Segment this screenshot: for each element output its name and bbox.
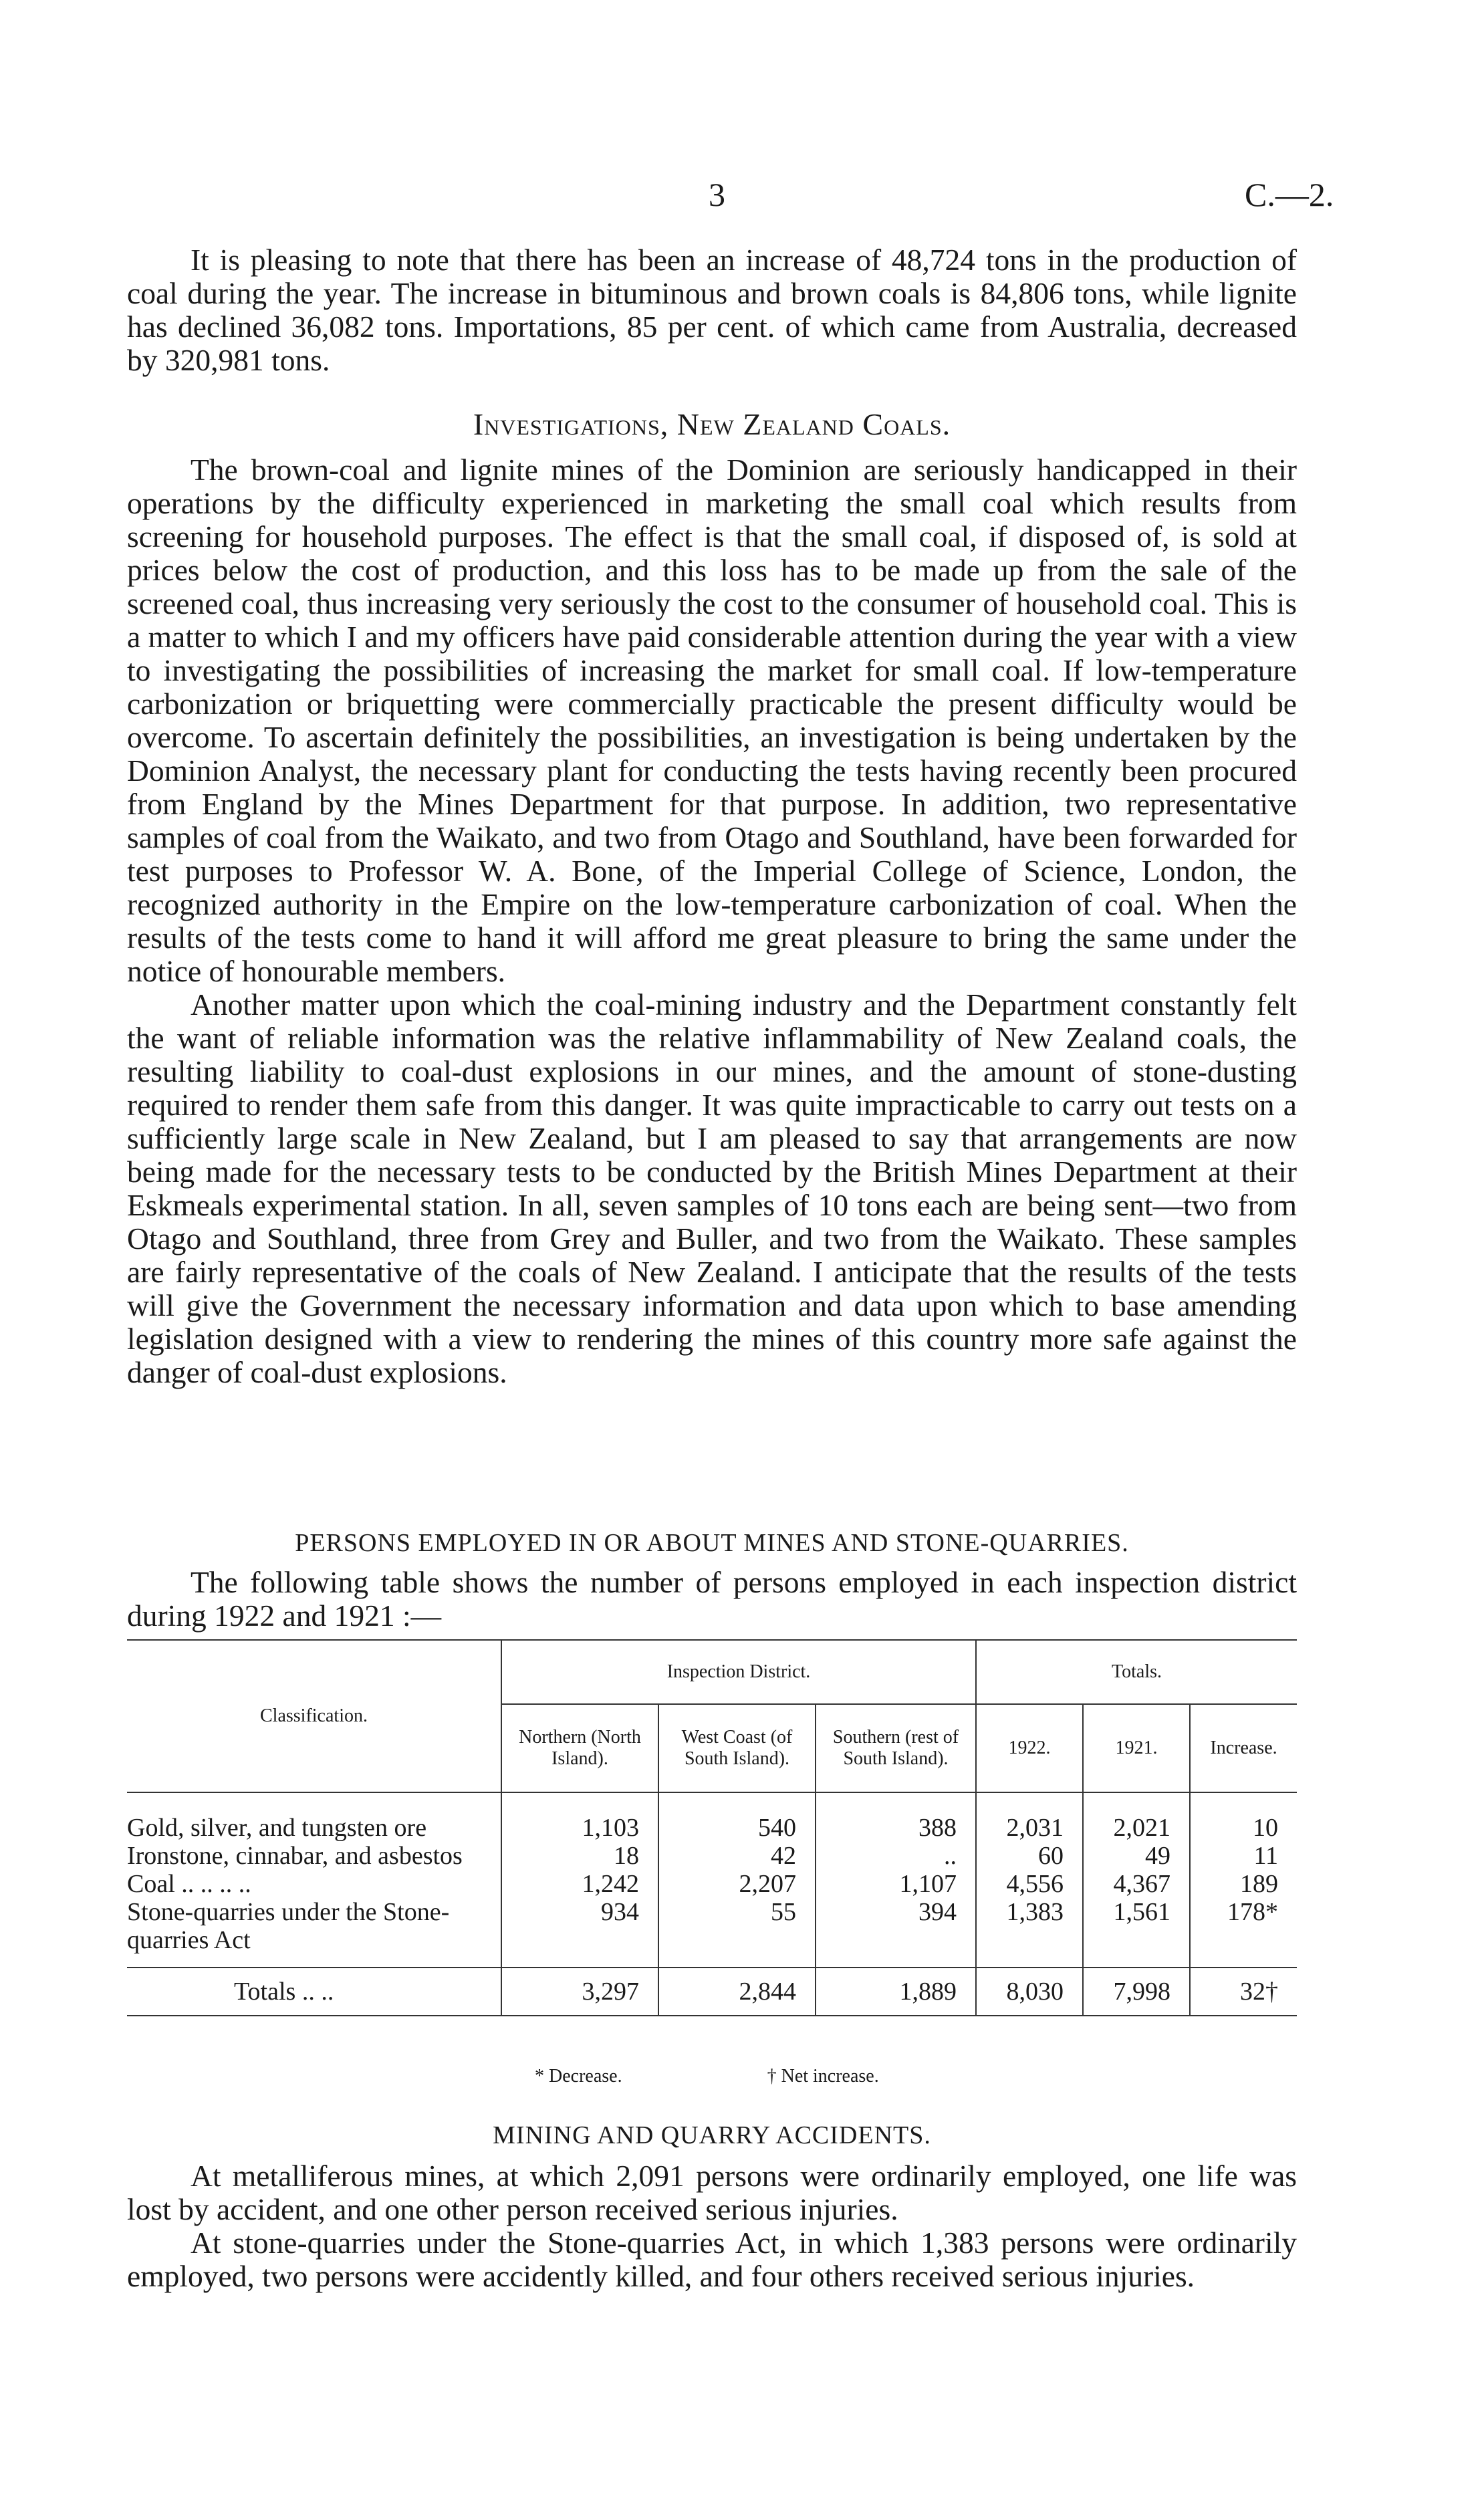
cell-total-1922: 8,030 — [976, 1968, 1083, 2016]
header-inspection-district: Inspection District. — [501, 1640, 976, 1704]
persons-employed-section — [127, 1566, 1297, 1633]
accidents-heading: MINING AND QUARRY ACCIDENTS. — [493, 2121, 931, 2149]
investigations-paragraph-2: Another matter upon which the coal-mining industry and the Department constantly felt the want of reliable information was the relative inflammability of New Zealand coals, the resulting liability to coal-dust explosions in our mines, and the amount of stone-dusting required to render them safe from this danger. It was quite impracticable to carry out tests on a sufficiently large scale in New Zealand, but I am pleased to say that arrangements are now being made for the necessary tests to be conducted by the British Mines Department at their Eskmeals experimental station. In all, seven samples of 10 tons each are being sent—two from Otago and Southland, three from Grey and Buller, and two from the Waikato. These samples are fairly representative of the coals of New Zealand. I anticipate that the results of the tests will give the Government the necessary information and data upon which to base amending legislation designed with a view to rendering the mines of this country more safe against the danger of coal-dust explosions. — [127, 987, 1297, 1389]
cell-total-southern: 1,889 — [816, 1968, 976, 2016]
cell-southern: 394 — [816, 1898, 976, 1954]
cell-west-coast: 2,207 — [658, 1870, 816, 1898]
cell-1922: 60 — [976, 1842, 1083, 1870]
cell-northern: 1,103 — [501, 1814, 658, 1842]
cell-total-northern: 3,297 — [501, 1968, 658, 2016]
cell-classification: Stone-quarries under the Stone-quarries Act — [127, 1898, 501, 1954]
investigations-paragraph-1: The brown-coal and lignite mines of the Dominion are seriously handicapped in their operations by the difficulty experienced in marketing the small coal which results from screening for household purposes. The effect is that the small coal, if disposed of, is sold at prices below the cost of production, and this loss has to be made up from the sale of the screened coal, thus increasing very seriously the cost to the consumer of household coal. This is a matter to which I and my officers have paid considerable attention during the year with a view to investigating the possibilities of increasing the market for small coal. If low-temperature carbonization or briquetting were commercially practicable the present difficulty would be overcome. To ascertain definitely the possibilities, an investigation is being undertaken by the Dominion Analyst, the necessary plant for conducting the tests having recently been procured from England by the Mines Department for that purpose. In addition, two representative samples of coal from the Waikato, and two from Otago and Southland, have been forwarded for test purposes to Professor W. A. Bone, of the Imperial College of Science, London, the recognized authority in the Empire on the low-temperature carbonization of coal. When the results of the tests come to hand it will afford me great pleasure to bring the same under the notice of honourable members. — [127, 453, 1297, 988]
cell-southern: 1,107 — [816, 1870, 976, 1898]
cell-1921: 49 — [1083, 1842, 1190, 1870]
cell-total-west-coast: 2,844 — [658, 1968, 816, 2016]
employment-table-container — [127, 1639, 1297, 2016]
accidents-section — [127, 2159, 1297, 2293]
cell-northern: 934 — [501, 1898, 658, 1954]
intro-paragraph: It is pleasing to note that there has been an increase of 48,724 tons in the production of coal during the year. The increase in bituminous and brown coals is 84,806 tons, while lignite has declined 36,082 tons. Importations, 85 per cent. of which came from Australia, decreased by 320,981 tons. — [127, 243, 1297, 377]
cell-west-coast: 55 — [658, 1898, 816, 1954]
cell-totals-label: Totals .. .. — [127, 1968, 501, 2016]
cell-northern: 18 — [501, 1842, 658, 1870]
intro-section — [127, 243, 1297, 377]
cell-southern: .. — [816, 1842, 976, 1870]
col-header-1921: 1921. — [1083, 1704, 1190, 1792]
persons-employed-paragraph: The following table shows the number of persons employed in each inspection district during 1922 and 1921 :— — [127, 1565, 1297, 1633]
col-header-southern: Southern (rest of South Island). — [816, 1704, 976, 1792]
cell-west-coast: 540 — [658, 1814, 816, 1842]
cell-1922: 4,556 — [976, 1870, 1083, 1898]
investigations-section — [127, 453, 1297, 1389]
investigations-heading-text: Investigations, New Zealand Coals. — [473, 407, 951, 441]
employment-table — [127, 1639, 1297, 2016]
cell-1922: 1,383 — [976, 1898, 1083, 1954]
cell-1921: 1,561 — [1083, 1898, 1190, 1954]
table-row — [127, 1842, 1297, 1870]
accidents-paragraph-2: At stone-quarries under the Stone-quarries Act, in which 1,383 persons were ordinarily employed, two persons were accidently killed, and four others received serious injuries. — [127, 2226, 1297, 2293]
cell-classification: Gold, silver, and tungsten ore — [127, 1814, 501, 1842]
cell-classification: Coal .. .. .. .. — [127, 1870, 501, 1898]
cell-increase: 11 — [1253, 1842, 1279, 1870]
cell-increase: 178* — [1227, 1898, 1279, 1926]
cell-1922: 2,031 — [976, 1814, 1083, 1842]
header-classification: Classification. — [127, 1640, 501, 1792]
table-row — [127, 1870, 1297, 1898]
table-row — [127, 1898, 1297, 1954]
cell-1921: 4,367 — [1083, 1870, 1190, 1898]
accidents-paragraph-1: At metalliferous mines, at which 2,091 persons were ordinarily employed, one life was lost by accident, and one other person received serious injuries. — [127, 2159, 1297, 2226]
col-header-increase: Increase. — [1210, 1738, 1277, 1758]
header-totals: Totals. — [976, 1640, 1297, 1704]
page-number: 3 — [709, 176, 725, 213]
totals-row — [127, 1968, 1297, 2016]
cell-southern: 388 — [816, 1814, 976, 1842]
cell-west-coast: 42 — [658, 1842, 816, 1870]
cell-1921: 2,021 — [1083, 1814, 1190, 1842]
footnote-decrease: * Decrease. — [535, 2066, 622, 2087]
cell-total-1921: 7,998 — [1083, 1968, 1190, 2016]
col-header-west-coast: West Coast (of South Island). — [658, 1704, 816, 1792]
cell-total-increase: 32† — [1190, 1968, 1297, 2016]
cell-increase: 10 — [1253, 1814, 1279, 1842]
cell-northern: 1,242 — [501, 1870, 658, 1898]
footnote-net-increase: † Net increase. — [767, 2066, 879, 2087]
table-footnotes — [535, 2066, 1019, 2087]
persons-employed-heading: PERSONS EMPLOYED IN OR ABOUT MINES AND STONE-QUARRIES. — [295, 1529, 1129, 1557]
table-row — [127, 1814, 1297, 1842]
document-reference: C.—2. — [1245, 176, 1334, 213]
investigations-heading — [127, 406, 1297, 442]
cell-increase: 189 — [1240, 1870, 1279, 1898]
cell-classification: Ironstone, cinnabar, and asbestos — [127, 1842, 501, 1870]
col-header-1922: 1922. — [976, 1704, 1083, 1792]
col-header-northern: Northern (North Island). — [501, 1704, 658, 1792]
